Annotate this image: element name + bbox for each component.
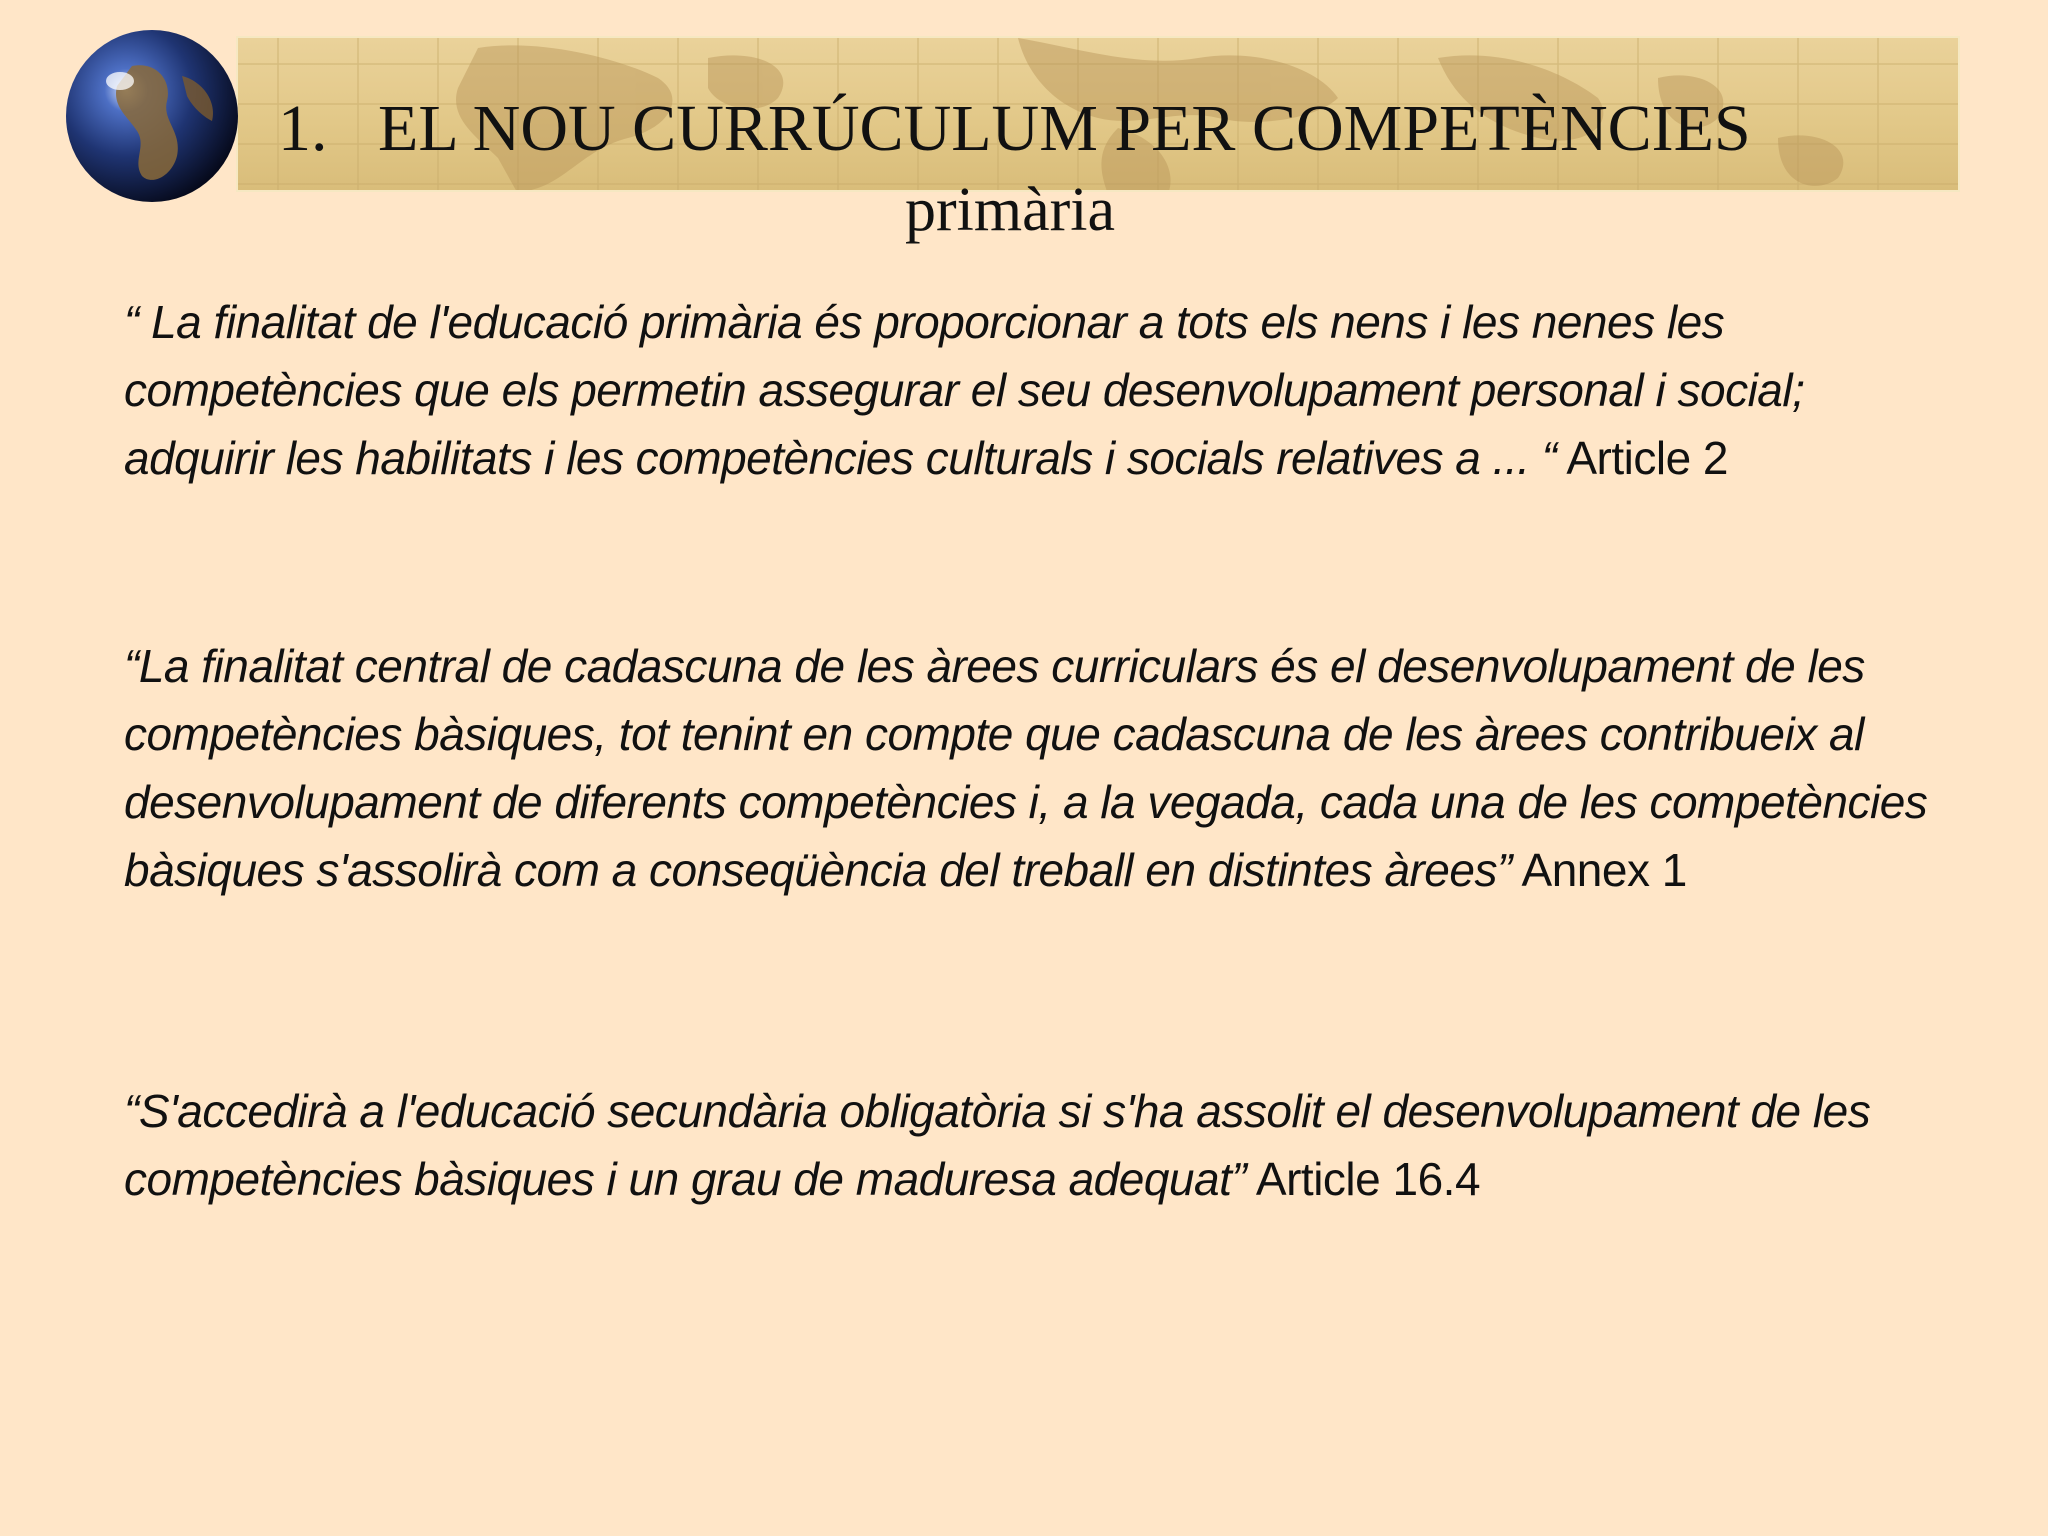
quote-text: “ La finalitat de l'educació primària és proporcionar a tots els nens i les nenes les competències que els permetin assegurar el seu desenvolupament personal i social; adquirir les habilitats i les competències culturals i socials relatives a ... “ [124, 296, 1805, 484]
quote-text: “S'accedirà a l'educació secundària obligatòria si s'ha assolit el desenvolupament de les competències bàsiques i un grau de maduresa adequat” [124, 1085, 1871, 1205]
quote-article-2 [124, 288, 1954, 492]
quote-reference: Article 2 [1556, 432, 1729, 484]
slide-subtitle: primària [904, 176, 1115, 244]
quote-text: “La finalitat central de cadascuna de les àrees curriculars és el desenvolupament de les competències bàsiques, tot tenint en compte que cadascuna de les àrees contribueix al desenvolupament de diferents competències i, a la vegada, cada una de les competències bàsiques s'assolirà com a conseqüència del treball en distintes àrees” [124, 640, 1928, 896]
title-number: 1. [278, 92, 328, 165]
slide-title [278, 84, 1751, 174]
quote-annex-1 [124, 632, 1954, 904]
quote-reference: Annex 1 [1511, 844, 1687, 896]
quote-reference: Article 16.4 [1246, 1153, 1481, 1205]
title-text: EL NOU CURRÚCULUM PER COMPETÈNCIES [378, 92, 1751, 165]
quote-article-16-4 [124, 1077, 1954, 1213]
